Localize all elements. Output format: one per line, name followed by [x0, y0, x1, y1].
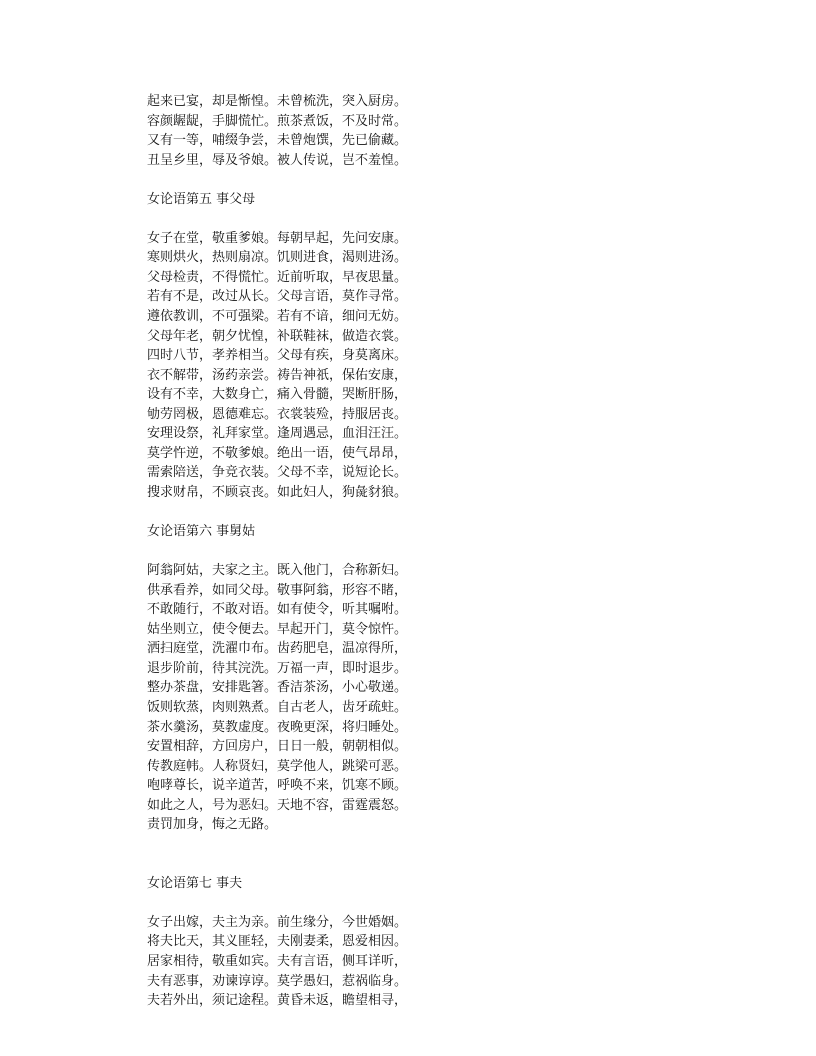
verse-line: 安置相辞，方回房户，日日一般，朝朝相似。 — [147, 739, 408, 755]
verse-line: 莫学忤逆，不敬爹娘。绝出一语，使气昂昂， — [147, 445, 408, 461]
verse-line: 父母年老，朝夕忧惶，补联鞋袜，做造衣裳。 — [147, 328, 408, 344]
verse-line: 供承看养，如同父母。敬事阿翁，形容不睹， — [147, 582, 408, 598]
verse-line: 夫有恶事，劝谏谆谆。莫学愚妇，惹祸临身。 — [147, 973, 408, 989]
spacer — [147, 542, 787, 562]
verse-line: 需索陪送，争竞衣装。父母不幸，说短论长。 — [147, 465, 408, 481]
verse-line: 丑呈乡里，辱及爷娘。被人传说，岂不羞惶。 — [147, 152, 408, 168]
verse-line: 饭则软蒸，肉则熟煮。自古老人，齿牙疏蛀。 — [147, 699, 408, 715]
verse-block — [147, 913, 787, 1011]
chapter-heading: 女论语第六 事舅姑 — [147, 524, 256, 540]
verse-line: 茶水羹汤，莫教虚度。夜晚更深，将归睡处。 — [147, 719, 408, 735]
verse-line: 传教庭帏。人称贤妇，莫学他人，跳梁可恶。 — [147, 758, 408, 774]
verse-line: 居家相待，敬重如宾。夫有言语，侧耳详听， — [147, 953, 408, 969]
verse-line: 搜求财帛，不顾哀丧。如此妇人，狗彘豺狼。 — [147, 484, 408, 500]
document-page — [147, 92, 787, 1011]
verse-block — [147, 561, 787, 835]
verse-line: 女子在堂，敬重爹娘。每朝早起，先问安康。 — [147, 230, 408, 246]
verse-line: 咆哮尊长，说辛道苦，呼唤不来，饥寒不顾。 — [147, 778, 408, 794]
verse-line: 姑坐则立，使令便去。早起开门，莫令惊忤。 — [147, 621, 408, 637]
spacer — [147, 209, 787, 229]
verse-line: 整办茶盘，安排匙箸。香洁茶汤，小心敬递。 — [147, 680, 408, 696]
verse-line: 女子出嫁，夫主为亲。前生缘分，今世婚姻。 — [147, 914, 408, 930]
verse-line: 夫若外出，须记途程。黄昏未返，瞻望相寻， — [147, 993, 408, 1009]
verse-line: 退步阶前，待其浣洗。万福一声，即时退步。 — [147, 660, 408, 676]
verse-line: 阿翁阿姑，夫家之主。既入他门，合称新妇。 — [147, 563, 408, 579]
verse-line: 设有不幸，大数身亡，痛入骨髓，哭断肝肠， — [147, 387, 408, 403]
spacer — [147, 170, 787, 190]
chapter-heading: 女论语第七 事夫 — [147, 875, 243, 891]
verse-line: 责罚加身，悔之无路。 — [147, 817, 278, 833]
verse-line: 遵依教训，不可强梁。若有不谙，细问无妨。 — [147, 309, 408, 325]
spacer — [147, 835, 787, 874]
verse-line: 衣不解带，汤药亲尝。祷告神祇，保佑安康， — [147, 367, 408, 383]
verse-line: 不敢随行，不敢对语。如有使令，听其嘱咐。 — [147, 602, 408, 618]
verse-line: 四时八节，孝养相当。父母有疾，身莫离床。 — [147, 348, 408, 364]
chapter-heading: 女论语第五 事父母 — [147, 191, 256, 207]
verse-line: 起来已宴，却是惭惶。未曾梳洗，突入厨房。 — [147, 94, 408, 109]
verse-line: 将夫比天，其义匪轻，夫刚妻柔，恩爱相因。 — [147, 934, 408, 950]
verse-block — [147, 229, 787, 503]
verse-line: 洒扫庭堂，洗濯巾布。齿药肥皂，温凉得所， — [147, 641, 408, 657]
spacer — [147, 893, 787, 913]
verse-line: 劬劳罔极，恩德难忘。衣裳装殓，持服居丧。 — [147, 406, 408, 422]
verse-line: 如此之人，号为恶妇。天地不容，雷霆震怒。 — [147, 797, 408, 813]
verse-line: 若有不是，改过从长。父母言语，莫作寻常。 — [147, 289, 408, 305]
spacer — [147, 502, 787, 522]
verse-line: 容颜龌龊，手脚慌忙。煎茶煮饭，不及时常。 — [147, 113, 408, 129]
verse-line: 父母检责，不得慌忙。近前听取，早夜思量。 — [147, 269, 408, 285]
verse-line: 安理设祭，礼拜家堂。逢周遇忌，血泪汪汪。 — [147, 426, 408, 442]
verse-line: 寒则烘火，热则扇凉。饥则进食，渴则进汤。 — [147, 250, 408, 266]
verse-line: 又有一等，哺缀争尝，未曾炮馔，先已偷藏。 — [147, 133, 408, 149]
verse-block — [147, 92, 787, 170]
